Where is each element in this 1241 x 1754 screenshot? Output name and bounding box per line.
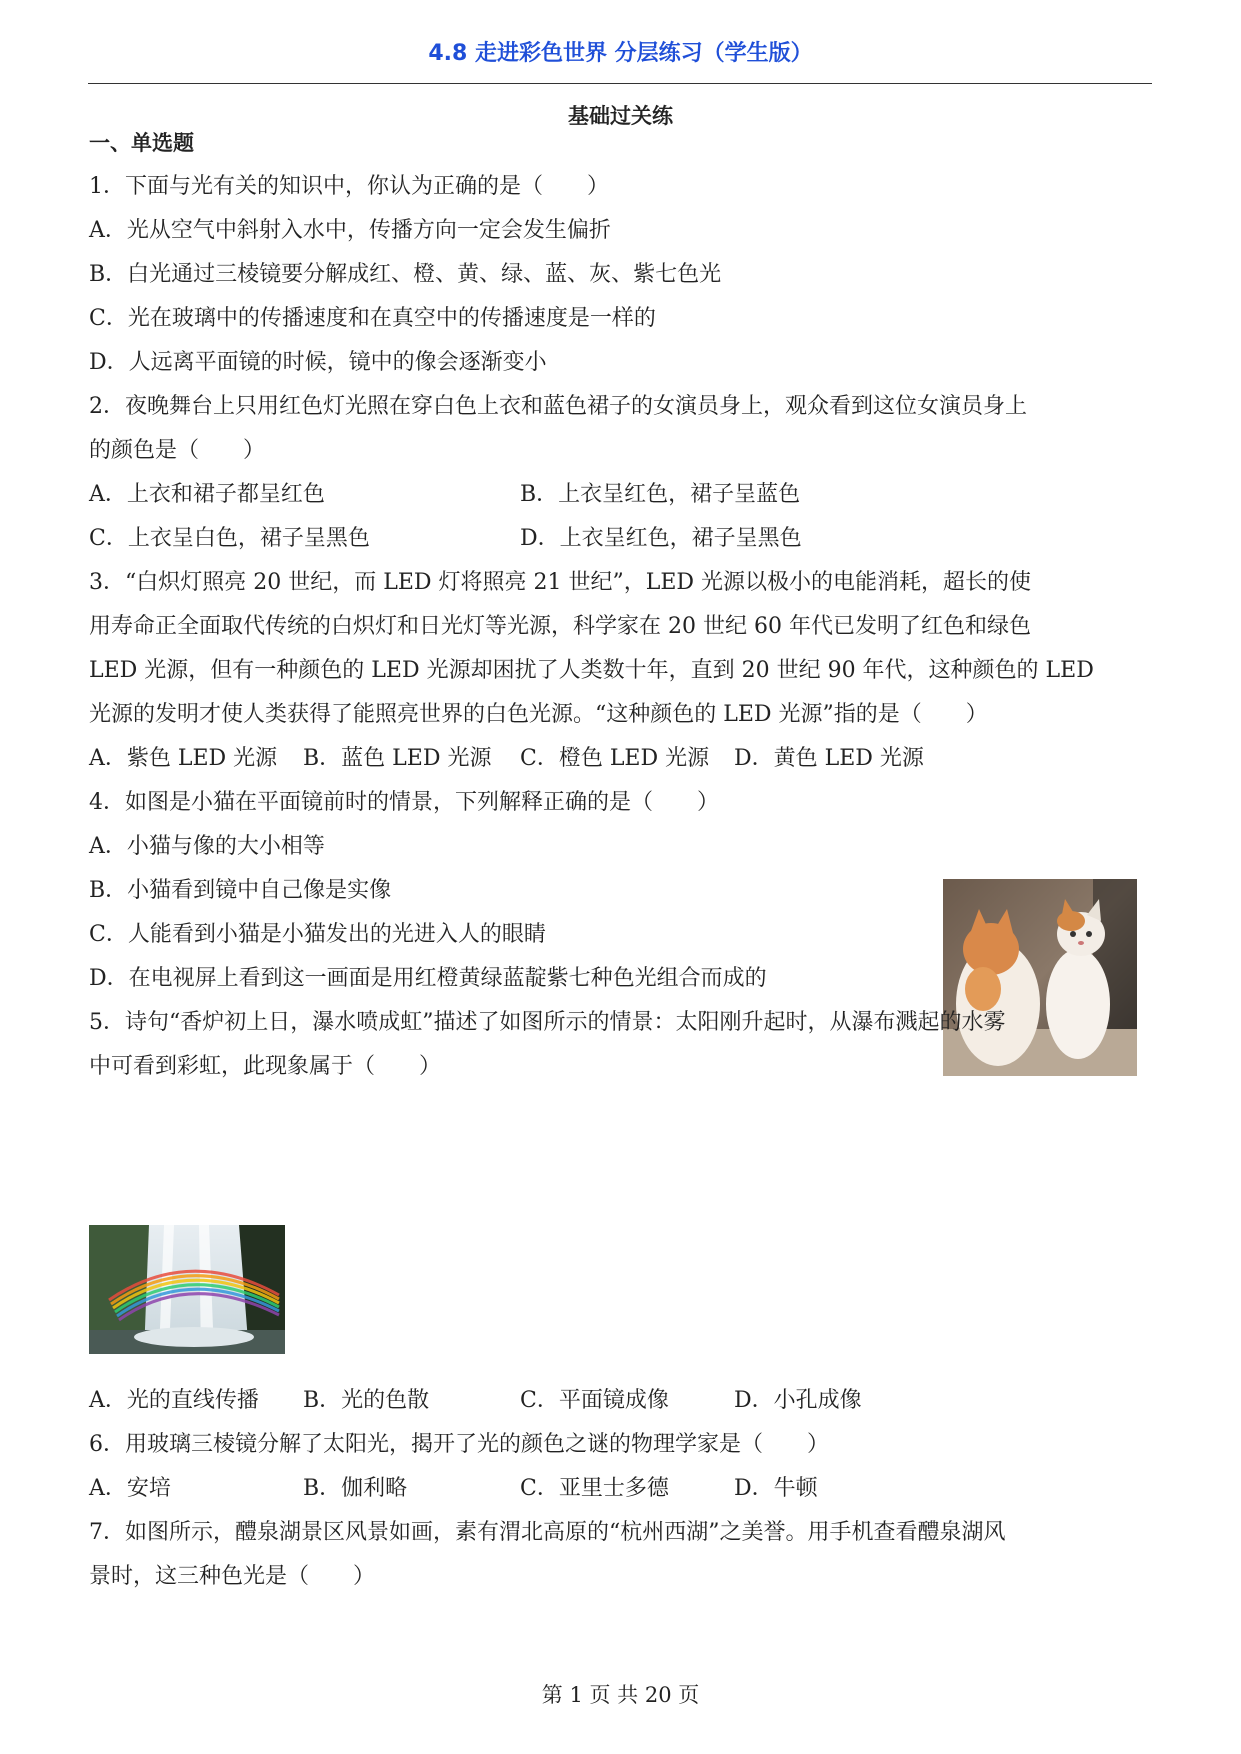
question-4-stem: 4．如图是小猫在平面镜前时的情景，下列解释正确的是（ ） (89, 790, 719, 815)
question-3-stem-line-4: 光源的发明才使人类获得了能照亮世界的白色光源。“这种颜色的 LED 光源”指的是（ ） (89, 702, 988, 727)
question-5-option-c: C．平面镜成像 (520, 1388, 669, 1413)
question-5-stem-line-1: 5．诗句“香炉初上日，瀑水喷成虹”描述了如图所示的情景：太阳刚升起时，从瀑布溅起的水雾 (89, 1010, 1006, 1035)
question-3-stem-line-3: LED 光源，但有一种颜色的 LED 光源却困扰了人类数十年，直到 20 世纪 90 年代，这种颜色的 LED (89, 658, 1094, 683)
question-6-option-a: A．安培 (89, 1476, 171, 1501)
question-2-option-a: A．上衣和裙子都呈红色 (89, 482, 325, 507)
question-4-option-c: C．人能看到小猫是小猫发出的光进入人的眼睛 (89, 922, 546, 947)
cat-mirror-photo (943, 879, 1137, 1076)
question-7-stem-line-1: 7．如图所示，醴泉湖景区风景如画，素有渭北高原的“杭州西湖”之美誉。用手机查看醴泉湖风 (89, 1520, 1006, 1545)
question-6-option-c: C．亚里士多德 (520, 1476, 669, 1501)
question-2-stem-line-1: 2．夜晚舞台上只用红色灯光照在穿白色上衣和蓝色裙子的女演员身上，观众看到这位女演员身上 (89, 394, 1028, 419)
question-4-option-b: B．小猫看到镜中自己像是实像 (89, 878, 392, 903)
question-4-option-a: A．小猫与像的大小相等 (89, 834, 325, 859)
question-3-stem-line-1: 3．“白炽灯照亮 20 世纪，而 LED 灯将照亮 21 世纪”，LED 光源以极小的电能消耗，超长的使 (89, 570, 1032, 595)
question-5-option-d: D．小孔成像 (734, 1388, 862, 1413)
question-2-stem-line-2: 的颜色是（ ） (89, 438, 266, 463)
question-6-stem: 6．用玻璃三棱镜分解了太阳光，揭开了光的颜色之谜的物理学家是（ ） (89, 1432, 829, 1457)
page-footer: 第 1 页 共 20 页 (541, 1683, 700, 1707)
question-1-option-b: B．白光通过三棱镜要分解成红、橙、黄、绿、蓝、灰、紫七色光 (89, 262, 722, 287)
question-1-option-d: D．人远离平面镜的时候，镜中的像会逐渐变小 (89, 350, 547, 375)
question-3-option-a: A．紫色 LED 光源 (89, 746, 278, 771)
question-3-stem-line-2: 用寿命正全面取代传统的白炽灯和日光灯等光源，科学家在 20 世纪 60 年代已发明了红色和绿色 (89, 614, 1031, 639)
part-title: 一、单选题 (89, 131, 194, 155)
question-7-stem-line-2: 景时，这三种色光是（ ） (89, 1564, 376, 1589)
question-3-option-b: B．蓝色 LED 光源 (303, 746, 492, 771)
question-2-option-c: C．上衣呈白色，裙子呈黑色 (89, 526, 370, 551)
question-4-option-d: D．在电视屏上看到这一画面是用红橙黄绿蓝靛紫七种色光组合而成的 (89, 966, 767, 991)
question-5-stem-line-2: 中可看到彩虹，此现象属于（ ） (89, 1054, 442, 1079)
header-divider (88, 83, 1152, 84)
section-title: 基础过关练 (568, 104, 673, 128)
question-3-option-c: C．橙色 LED 光源 (520, 746, 710, 771)
question-1-option-c: C．光在玻璃中的传播速度和在真空中的传播速度是一样的 (89, 306, 656, 331)
question-3-option-d: D．黄色 LED 光源 (734, 746, 924, 771)
document-title: 4.8 走进彩色世界 分层练习（学生版） (428, 41, 813, 66)
question-2-option-b: B．上衣呈红色，裙子呈蓝色 (520, 482, 801, 507)
question-1-stem: 1．下面与光有关的知识中，你认为正确的是（ ） (89, 174, 609, 199)
waterfall-rainbow-photo (89, 1225, 285, 1354)
question-1-option-a: A．光从空气中斜射入水中，传播方向一定会发生偏折 (89, 218, 611, 243)
question-6-option-b: B．伽利略 (303, 1476, 408, 1501)
question-6-option-d: D．牛顿 (734, 1476, 818, 1501)
question-5-option-b: B．光的色散 (303, 1388, 430, 1413)
question-2-option-d: D．上衣呈红色，裙子呈黑色 (520, 526, 802, 551)
question-5-option-a: A．光的直线传播 (89, 1388, 259, 1413)
